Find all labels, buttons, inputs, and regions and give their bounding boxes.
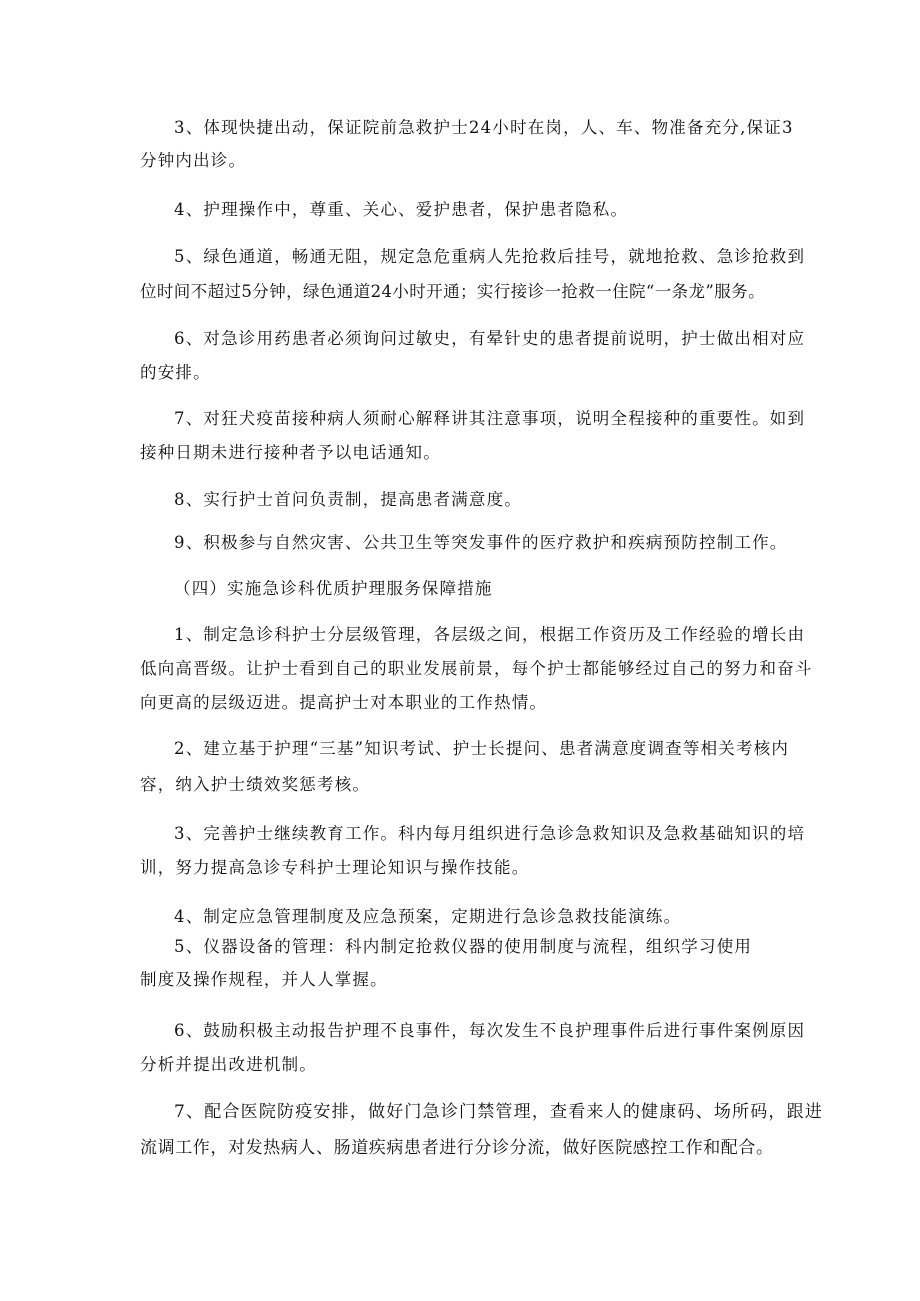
measure-5-line-1: 5、仪器设备的管理：科内制定抢救仪器的使用制度与流程，组织学习使用 xyxy=(174,937,753,956)
paragraph-7-line-2: 接种日期未进行接种者予以电话通知。 xyxy=(140,443,441,462)
paragraph-5-line-2: 位时间不超过5分钟，绿色通道24小时开通；实行接诊一抢救一住院“一条龙”服务。 xyxy=(140,282,765,301)
measure-1-line-2: 低向高晋级。让护士看到自己的职业发展前景，每个护士都能够经过自己的努力和奋斗 xyxy=(140,659,813,678)
measure-4-line-1: 4、制定应急管理制度及应急预案，定期进行急诊急救技能演练。 xyxy=(174,907,682,926)
measure-3-line-1: 3、完善护士继续教育工作。科内每月组织进行急诊急救知识及急救基础知识的培 xyxy=(174,824,806,843)
paragraph-7-line-1: 7、对狂犬疫苗接种病人须耐心解释讲其注意事项，说明全程接种的重要性。如到 xyxy=(174,409,806,428)
paragraph-8-line-1: 8、实行护士首问负责制，提高患者满意度。 xyxy=(174,490,522,509)
paragraph-6-line-2: 的安排。 xyxy=(140,363,211,382)
measure-7-line-1: 7、配合医院防疫安排，做好门急诊门禁管理，查看来人的健康码、场所码，跟进 xyxy=(174,1102,824,1122)
measure-5-line-2: 制度及操作规程，并人人掌握。 xyxy=(140,970,388,989)
measure-1-line-1: 1、制定急诊科护士分层级管理，各层级之间，根据工作资历及工作经验的增长由 xyxy=(174,625,806,644)
measure-2-line-2: 容，纳入护士绩效奖惩考核。 xyxy=(140,775,371,794)
measure-6-line-1: 6、鼓励积极主动报告护理不良事件，每次发生不良护理事件后进行事件案例原因 xyxy=(174,1021,806,1040)
paragraph-3-line-2: 分钟内出诊。 xyxy=(140,151,247,170)
measure-1-line-3: 向更高的层级迈进。提高护士对本职业的工作热情。 xyxy=(140,693,548,712)
paragraph-5-line-1: 5、绿色通道，畅通无阻，规定急危重病人先抢救后挂号，就地抢救、急诊抢救到 xyxy=(174,247,806,266)
measure-2-line-1: 2、建立基于护理“三基”知识考试、护士长提问、患者满意度调查等相关考核内 xyxy=(174,739,790,758)
paragraph-6-line-1: 6、对急诊用药患者必须询问过敏史，有晕针史的患者提前说明，护士做出相对应 xyxy=(174,329,806,348)
paragraph-4-line-1: 4、护理操作中，尊重、关心、爱护患者，保护患者隐私。 xyxy=(174,200,629,219)
paragraph-3-line-1: 3、体现快捷出动，保证院前急救护士24小时在岗，人、车、物准备充分,保证3 xyxy=(174,118,794,137)
measure-6-line-2: 分析并提出改进机制。 xyxy=(140,1055,317,1074)
paragraph-9-line-1: 9、积极参与自然灾害、公共卫生等突发事件的医疗救护和疾病预防控制工作。 xyxy=(174,533,788,552)
section-heading: （四）实施急诊科优质护理服务保障措施 xyxy=(174,579,493,598)
measure-3-line-2: 训，努力提高急诊专科护士理论知识与操作技能。 xyxy=(140,858,530,877)
measure-7-line-2: 流调工作，对发热病人、肠道疾病患者进行分诊分流，做好医院感控工作和配合。 xyxy=(140,1138,774,1158)
